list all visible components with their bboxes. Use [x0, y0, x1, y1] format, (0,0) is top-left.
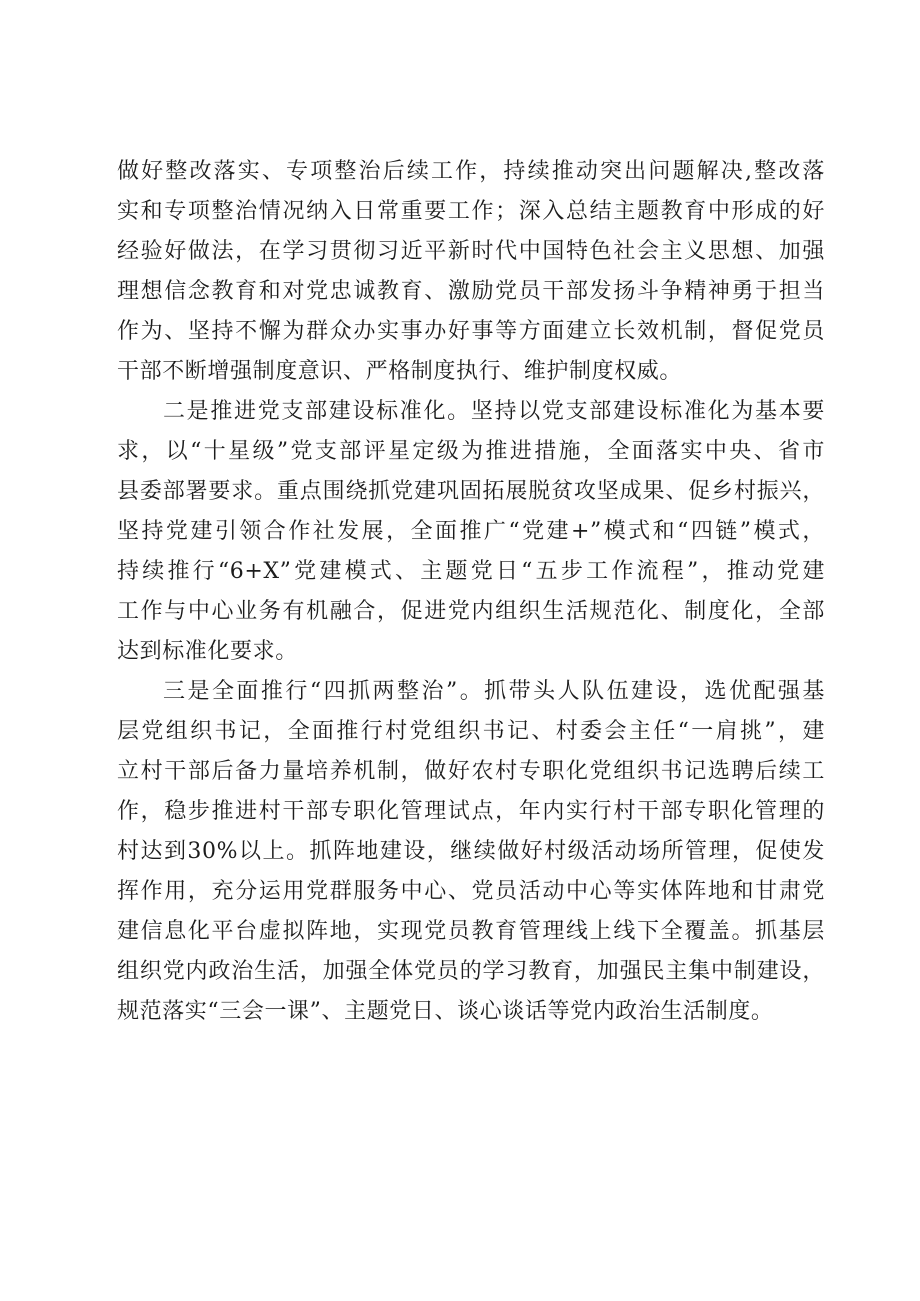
paragraph-four-grasps — [117, 672, 825, 1032]
text-line: 坚持党建引领合作社发展，全面推广“党建+”模式和“四链”模式， — [117, 519, 825, 544]
text-line: 二是推进党支部建设标准化。坚持以党支部建设标准化为基本要 — [163, 399, 825, 424]
text-line: 组织党内政治生活，加强全体党员的学习教育，加强民主集中制建设， — [117, 959, 825, 984]
text-line: 干部不断增强制度意识、严格制度执行、维护制度权威。 — [117, 359, 683, 384]
text-line: 层党组织书记，全面推行村党组织书记、村委会主任“一肩挑”，建 — [117, 719, 825, 744]
text-line: 挥作用，充分运用党群服务中心、党员活动中心等实体阵地和甘肃党 — [117, 879, 825, 904]
text-line: 作为、坚持不懈为群众办实事办好事等方面建立长效机制，督促党员 — [117, 319, 825, 344]
paragraph-standardization — [117, 392, 825, 672]
paragraph-continuation — [117, 152, 825, 392]
text-line: 县委部署要求。重点围绕抓党建巩固拓展脱贫攻坚成果、促乡村振兴， — [117, 479, 825, 504]
text-line: 持续推行“6+X”党建模式、主题党日“五步工作流程”，推动党建 — [117, 559, 825, 584]
text-line: 理想信念教育和对党忠诚教育、激励党员干部发扬斗争精神勇于担当 — [117, 279, 825, 304]
text-line: 实和专项整治情况纳入日常重要工作；深入总结主题教育中形成的好 — [117, 199, 825, 224]
text-line: 三是全面推行“四抓两整治”。抓带头人队伍建设，选优配强基 — [163, 679, 825, 704]
text-line: 做好整改落实、专项整治后续工作，持续推动突出问题解决,整改落 — [117, 159, 825, 184]
text-line: 作，稳步推进村干部专职化管理试点，年内实行村干部专职化管理的 — [117, 799, 825, 824]
text-line: 规范落实“三会一课”、主题党日、谈心谈话等党内政治生活制度。 — [117, 999, 774, 1024]
text-line: 求，以“十星级”党支部评星定级为推进措施，全面落实中央、省市 — [117, 439, 825, 464]
text-line: 达到标准化要求。 — [117, 639, 298, 664]
text-line: 经验好做法，在学习贯彻习近平新时代中国特色社会主义思想、加强 — [117, 239, 825, 264]
text-line: 村达到30%以上。抓阵地建设，继续做好村级活动场所管理，促使发 — [117, 839, 825, 864]
text-line: 立村干部后备力量培养机制，做好农村专职化党组织书记选聘后续工 — [117, 759, 825, 784]
document-body — [117, 152, 825, 1032]
text-line: 建信息化平台虚拟阵地，实现党员教育管理线上线下全覆盖。抓基层 — [117, 919, 825, 944]
text-line: 工作与中心业务有机融合，促进党内组织生活规范化、制度化，全部 — [117, 599, 825, 624]
